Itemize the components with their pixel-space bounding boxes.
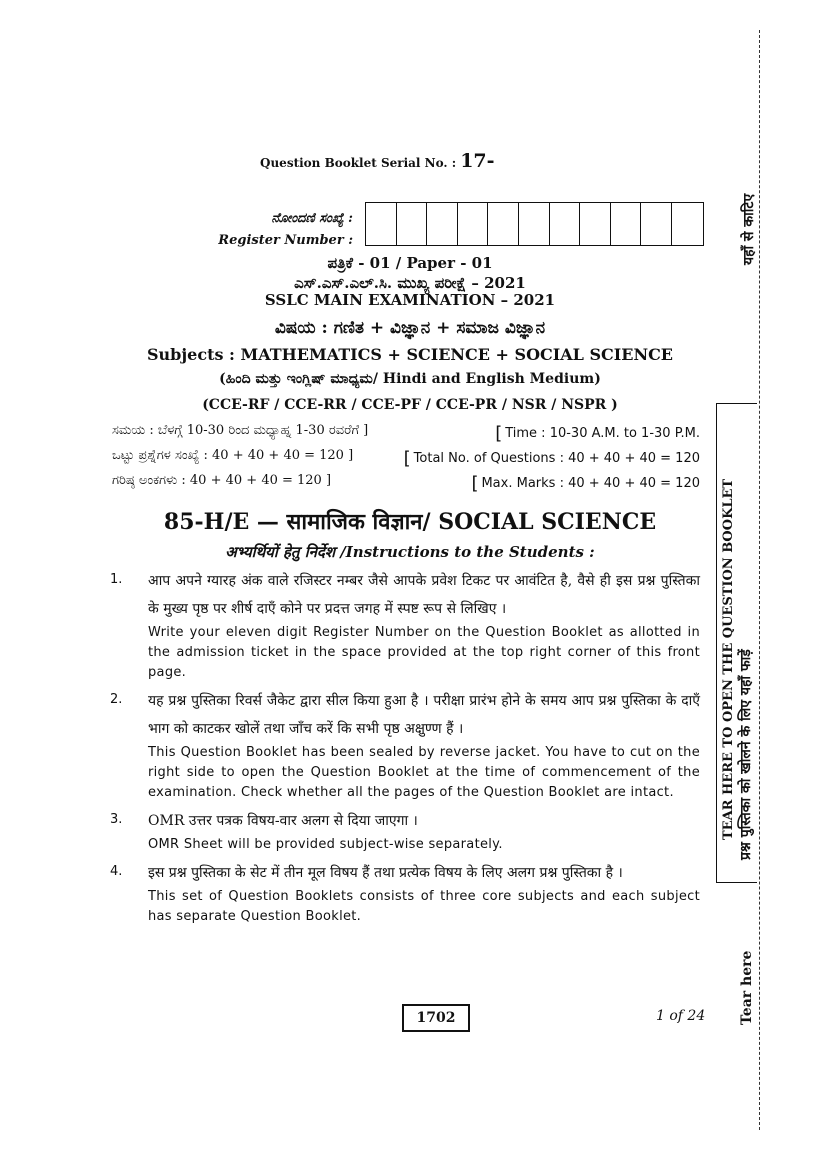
tear-box-hindi: प्रश्न पुस्तिका को खोलने के लिए यहाँ फाड़ें <box>738 649 754 860</box>
instruction-item <box>110 687 700 803</box>
register-digit-box[interactable] <box>672 203 703 245</box>
instruction-hindi: इस प्रश्न पुस्तिका के सेट में तीन मूल विषय हैं तथा प्रत्येक विषय के लिए अलग प्रश्न पुस्तिका है । <box>148 865 623 881</box>
instruction-english: This Question Booklet has been sealed by reverse jacket. You have to cut on the right side to open the Question Booklet at the time of commencement of the examination. Check whether all the pages of the Question Booklet are intact. <box>148 745 700 800</box>
instruction-english: Write your eleven digit Register Number on the Question Booklet as allotted in the admission ticket in the space provided at the top right corner of this front page. <box>148 625 700 680</box>
time-english: Time : 10-30 A.M. to 1-30 P.M. <box>505 426 700 441</box>
time-kannada: ಸಮಯ : ಬೆಳಗ್ಗೆ 10-30 ರಿಂದ ಮಧ್ಯಾಹ್ನ 1-30 ರವರೆಗೆ ] <box>112 423 369 438</box>
exam-title-english: SSLC MAIN EXAMINATION – 2021 <box>264 291 556 309</box>
register-digit-box[interactable] <box>550 203 581 245</box>
instruction-english: OMR Sheet will be provided subject-wise separately. <box>148 837 503 852</box>
section-title: 85-H/E — सामाजिक विज्ञान/ SOCIAL SCIENCE <box>163 509 657 535</box>
instruction-number: 1. <box>110 572 123 587</box>
questions-kannada: ಒಟ್ಟು ಪ್ರಶ್ನೆಗಳ ಸಂಖ್ಯೆ : 40 + 40 + 40 = 120 ] <box>112 448 354 463</box>
serial-value: 17- <box>460 150 495 172</box>
register-digit-box[interactable] <box>641 203 672 245</box>
register-number-label <box>218 208 353 252</box>
marks-english: Max. Marks : 40 + 40 + 40 = 120 <box>481 476 700 491</box>
instruction-english: This set of Question Booklets consists of three core subjects and each subject has separate Question Booklet. <box>148 889 700 924</box>
medium-line: (ಹಿಂದಿ ಮತ್ತು ಇಂಗ್ಲಿಷ್ ಮಾಧ್ಯಮ/ Hindi and English Medium) <box>219 371 601 387</box>
register-digit-box[interactable] <box>580 203 611 245</box>
register-digit-box[interactable] <box>397 203 428 245</box>
exam-codes: (CCE-RF / CCE-RR / CCE-PF / CCE-PR / NSR / NSPR ) <box>202 397 618 413</box>
register-digit-box[interactable] <box>519 203 550 245</box>
paper-label: ಪತ್ರಿಕೆ - 01 / Paper - 01 <box>327 254 493 272</box>
tear-box-english: TEAR HERE TO OPEN THE QUESTION BOOKLET <box>721 478 736 840</box>
instruction-number: 4. <box>110 864 123 879</box>
instruction-number: 2. <box>110 692 123 707</box>
instruction-hindi: OMR उत्तर पत्रक विषय-वार अलग से दिया जाएगा । <box>148 813 418 829</box>
serial-number <box>260 150 495 172</box>
instruction-item <box>110 859 700 927</box>
register-digit-box[interactable] <box>427 203 458 245</box>
questions-row: ಒಟ್ಟು ಪ್ರಶ್ನೆಗಳ ಸಂಖ್ಯೆ : 40 + 40 + 40 = 120 ] [ Total No. of Questions : 40 + 40 + 40 = 120 <box>112 448 700 469</box>
subjects-english: Subjects : MATHEMATICS + SCIENCE + SOCIAL SCIENCE <box>146 345 673 364</box>
register-digit-box[interactable] <box>458 203 489 245</box>
instruction-item <box>110 807 700 855</box>
tear-line[interactable] <box>759 30 760 1130</box>
tear-here-top: यहाँ से काटिए <box>741 193 757 265</box>
register-digit-box[interactable] <box>488 203 519 245</box>
register-number-boxes[interactable] <box>365 202 704 246</box>
tear-here-bottom: Tear here <box>739 950 755 1025</box>
serial-label: Question Booklet Serial No. : <box>260 156 457 170</box>
time-row: ಸಮಯ : ಬೆಳಗ್ಗೆ 10-30 ರಿಂದ ಮಧ್ಯಾಹ್ನ 1-30 ರವರೆಗೆ ] [ Time : 10-30 A.M. to 1-30 P.M. <box>112 423 700 444</box>
register-digit-box[interactable] <box>611 203 642 245</box>
register-label-kannada: ನೋಂದಣಿ ಸಂಖ್ಯೆ : <box>271 211 353 226</box>
marks-row: ಗರಿಷ್ಠ ಅಂಕಗಳು : 40 + 40 + 40 = 120 ] [ Max. Marks : 40 + 40 + 40 = 120 <box>112 473 700 494</box>
questions-english: Total No. of Questions : 40 + 40 + 40 = 120 <box>413 451 700 466</box>
instructions-heading: अभ्यर्थियों हेतु निर्देश /Instructions to the Students : <box>225 543 595 561</box>
marks-kannada: ಗರಿಷ್ಠ ಅಂಕಗಳು : 40 + 40 + 40 = 120 ] <box>112 473 332 488</box>
register-label-english: Register Number : <box>218 233 353 248</box>
instruction-hindi: आप अपने ग्यारह अंक वाले रजिस्टर नम्बर जैसे आपके प्रवेश टिकट पर आवंटित है, वैसे ही इस प्रश्न पुस्तिका के मुख्य पृष्ठ पर शीर्ष दाएँ कोने पर प्रदत्त जगह में स्पष्ट रूप से लिखिए । <box>148 573 700 617</box>
instruction-hindi: यह प्रश्न पुस्तिका रिवर्स जैकेट द्वारा सील किया हुआ है । परीक्षा प्रारंभ होने के समय आप प्रश्न पुस्तिका के दाएँ भाग को काटकर खोलें तथा जाँच करें कि सभी पृष्ठ अक्षुण्ण हैं । <box>148 693 700 737</box>
page-number: 1 of 24 <box>656 1008 706 1024</box>
instructions-list <box>110 567 700 931</box>
booklet-code-box: 1702 <box>402 1004 470 1032</box>
instruction-item <box>110 567 700 683</box>
instruction-number: 3. <box>110 812 123 827</box>
register-digit-box[interactable] <box>366 203 397 245</box>
subject-kannada: ವಿಷಯ : ಗಣಿತ + ವಿಜ್ಞಾನ + ಸಮಾಜ ವಿಜ್ಞಾನ <box>274 318 546 338</box>
exam-title-kannada: ಎಸ್.ಎಸ್.ಎಲ್.ಸಿ. ಮುಖ್ಯ ಪರೀಕ್ಷೆ – 2021 <box>294 274 526 292</box>
